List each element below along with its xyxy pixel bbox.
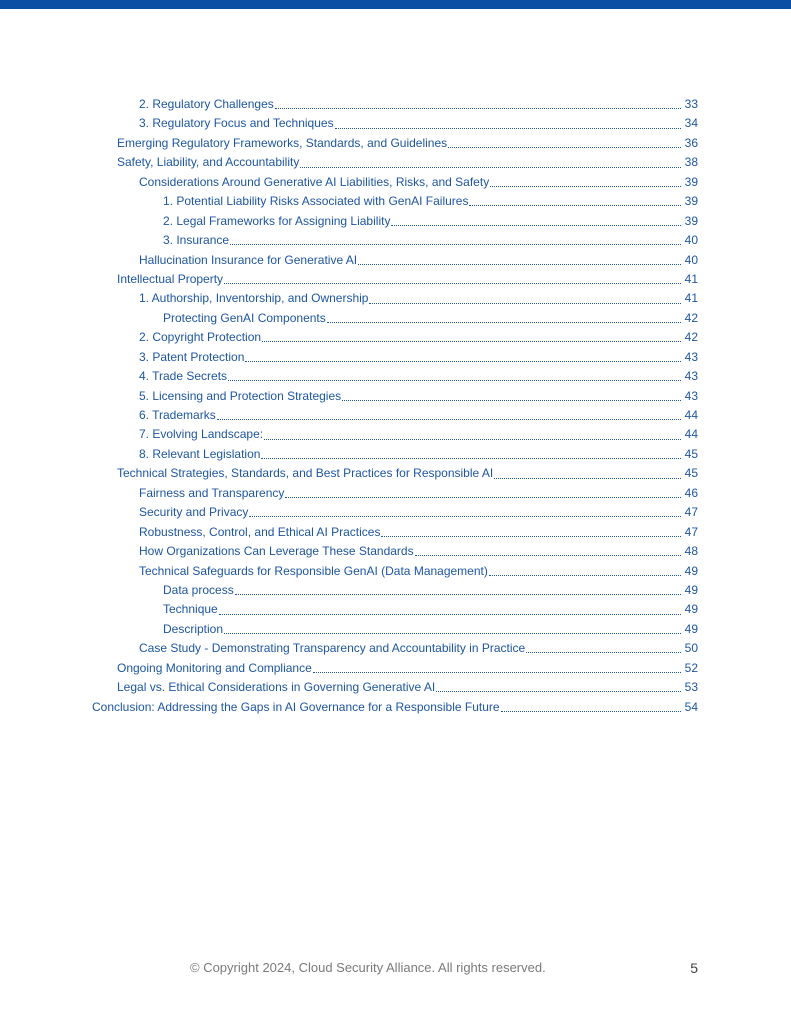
toc-entry-title: Conclusion: Addressing the Gaps in AI Governance for a Responsible Future [92, 699, 500, 714]
toc-dot-leader [228, 380, 681, 381]
toc-entry-title: Technical Strategies, Standards, and Best Practices for Responsible AI [117, 466, 494, 481]
toc-entry-title: 3. Patent Protection [139, 349, 245, 364]
toc-entry-page: 41 [684, 291, 698, 306]
toc-dot-leader [327, 322, 681, 323]
toc-entry-page: 45 [684, 466, 698, 481]
toc-entry[interactable] [0, 503, 791, 522]
toc-entry-title: 6. Trademarks [139, 408, 216, 422]
toc-entry[interactable] [0, 639, 791, 658]
toc-entry-page: 49 [684, 621, 698, 636]
top-accent-bar [0, 0, 791, 9]
toc-dot-leader [489, 575, 681, 576]
toc-entry-page: 36 [684, 135, 698, 150]
toc-dot-leader [415, 555, 681, 556]
toc-entry-page: 38 [684, 155, 698, 170]
toc-dot-leader [381, 536, 681, 537]
toc-dot-leader [494, 478, 681, 479]
toc-entry-title: Description [163, 621, 224, 636]
toc-entry-page: 49 [684, 602, 698, 617]
toc-dot-leader [219, 614, 681, 615]
toc-dot-leader [448, 147, 681, 148]
toc-entry-page: 42 [684, 330, 698, 345]
toc-entry-page: 53 [684, 680, 698, 695]
toc-entry[interactable] [0, 387, 791, 406]
table-of-contents [0, 95, 791, 717]
toc-entry-page: 47 [684, 505, 698, 520]
toc-entry-title: Safety, Liability, and Accountability [117, 155, 300, 170]
toc-dot-leader [369, 303, 681, 304]
toc-dot-leader [261, 458, 681, 459]
toc-entry-page: 54 [684, 699, 698, 714]
toc-entry-page: 39 [684, 213, 698, 228]
toc-entry-page: 43 [684, 369, 698, 384]
toc-entry[interactable] [0, 464, 791, 483]
toc-entry-page: 48 [684, 544, 698, 559]
toc-entry-title: Emerging Regulatory Frameworks, Standards, and Guidelines [117, 135, 448, 150]
toc-dot-leader [262, 341, 681, 342]
toc-entry-title: Security and Privacy [139, 505, 249, 520]
toc-entry-page: 40 [684, 233, 698, 248]
toc-entry-page: 50 [684, 641, 698, 656]
toc-dot-leader [501, 711, 681, 712]
toc-entry-page: 44 [684, 408, 698, 422]
toc-entry-title: 5. Licensing and Protection Strategies [139, 388, 342, 403]
toc-entry[interactable] [0, 153, 791, 172]
toc-entry-page: 46 [684, 485, 698, 500]
toc-dot-leader [469, 205, 681, 206]
toc-entry-title: 1. Potential Liability Risks Associated with GenAI Failures [163, 194, 469, 209]
toc-dot-leader [285, 497, 681, 498]
copyright-notice: © Copyright 2024, Cloud Security Alliance. All rights reserved. [190, 960, 546, 975]
toc-entry[interactable] [0, 581, 791, 600]
toc-dot-leader [235, 594, 681, 595]
toc-entry-page: 40 [684, 252, 698, 267]
toc-entry[interactable] [0, 328, 791, 347]
toc-entry[interactable] [0, 484, 791, 503]
toc-entry-page: 34 [684, 116, 698, 131]
toc-entry-title: Intellectual Property [117, 271, 224, 286]
toc-entry[interactable] [0, 523, 791, 542]
toc-entry-title: 3. Regulatory Focus and Techniques [139, 116, 334, 131]
toc-entry-page: 49 [684, 563, 698, 578]
toc-dot-leader [275, 108, 681, 109]
toc-entry[interactable] [0, 620, 791, 639]
toc-entry-page: 45 [684, 446, 698, 461]
toc-entry-page: 39 [684, 174, 698, 189]
toc-entry[interactable] [0, 348, 791, 367]
page-number: 5 [690, 960, 698, 976]
toc-dot-leader [490, 186, 681, 187]
toc-entry-page: 39 [684, 194, 698, 209]
toc-dot-leader [436, 691, 681, 692]
page-footer [0, 958, 791, 978]
toc-dot-leader [245, 361, 681, 362]
toc-entry[interactable] [0, 542, 791, 561]
toc-entry[interactable] [0, 114, 791, 133]
toc-dot-leader [358, 264, 681, 265]
toc-dot-leader [249, 516, 681, 517]
toc-entry[interactable] [0, 562, 791, 581]
toc-entry-title: Legal vs. Ethical Considerations in Governing Generative AI [117, 680, 436, 695]
toc-entry[interactable] [0, 659, 791, 678]
toc-entry-title: 1. Authorship, Inventorship, and Ownership [139, 291, 369, 306]
toc-entry[interactable] [0, 270, 791, 289]
toc-entry-title: Technical Safeguards for Responsible GenAI (Data Management) [139, 563, 488, 578]
toc-entry-title: How Organizations Can Leverage These Standards [139, 544, 414, 559]
toc-entry-page: 43 [684, 388, 698, 403]
toc-entry-page: 52 [684, 660, 698, 675]
toc-entry[interactable] [0, 192, 791, 211]
toc-entry-title: 2. Regulatory Challenges [139, 97, 274, 111]
toc-entry-page: 42 [684, 310, 698, 325]
toc-entry[interactable] [0, 600, 791, 619]
toc-dot-leader [300, 167, 681, 168]
toc-entry[interactable] [0, 289, 791, 308]
toc-entry[interactable] [0, 445, 791, 464]
toc-entry-title: Considerations Around Generative AI Liabilities, Risks, and Safety [139, 174, 490, 189]
toc-entry[interactable] [0, 406, 791, 425]
toc-entry-title: Data process [163, 582, 234, 597]
toc-dot-leader [526, 652, 681, 653]
toc-entry[interactable] [0, 95, 791, 114]
toc-entry-title: 7. Evolving Landscape: [139, 427, 264, 442]
toc-entry[interactable] [0, 309, 791, 328]
toc-entry-title: 2. Legal Frameworks for Assigning Liability [163, 213, 391, 228]
toc-entry-page: 44 [684, 427, 698, 442]
toc-entry-page: 49 [684, 582, 698, 597]
toc-dot-leader [313, 672, 681, 673]
toc-dot-leader [342, 400, 681, 401]
toc-entry[interactable] [0, 134, 791, 153]
toc-entry-title: Hallucination Insurance for Generative AI [139, 252, 358, 267]
toc-entry-page: 33 [684, 97, 698, 111]
toc-dot-leader [391, 225, 681, 226]
toc-entry-page: 47 [684, 524, 698, 539]
toc-dot-leader [217, 419, 681, 420]
toc-entry-title: Protecting GenAI Components [163, 310, 326, 325]
toc-dot-leader [224, 283, 681, 284]
toc-entry[interactable] [0, 173, 791, 192]
toc-entry[interactable] [0, 698, 791, 717]
toc-entry[interactable] [0, 251, 791, 270]
toc-dot-leader [264, 439, 681, 440]
toc-entry-title: 3. Insurance [163, 233, 230, 248]
toc-entry-page: 43 [684, 349, 698, 364]
toc-entry-title: 4. Trade Secrets [139, 369, 228, 384]
toc-entry-page: 41 [684, 271, 698, 286]
toc-entry[interactable] [0, 212, 791, 231]
toc-entry-title: Case Study - Demonstrating Transparency and Accountability in Practice [139, 641, 526, 656]
toc-entry-title: Technique [163, 602, 218, 617]
toc-entry-title: Fairness and Transparency [139, 485, 285, 500]
toc-entry-title: Robustness, Control, and Ethical AI Practices [139, 524, 381, 539]
toc-entry-title: 2. Copyright Protection [139, 330, 262, 345]
toc-entry-title: Ongoing Monitoring and Compliance [117, 660, 312, 675]
toc-dot-leader [224, 633, 681, 634]
toc-entry-title: 8. Relevant Legislation [139, 446, 261, 461]
toc-entry[interactable] [0, 678, 791, 697]
toc-entry[interactable] [0, 425, 791, 444]
toc-dot-leader [335, 128, 681, 129]
toc-dot-leader [230, 244, 681, 245]
toc-entry[interactable] [0, 367, 791, 386]
toc-entry[interactable] [0, 231, 791, 250]
